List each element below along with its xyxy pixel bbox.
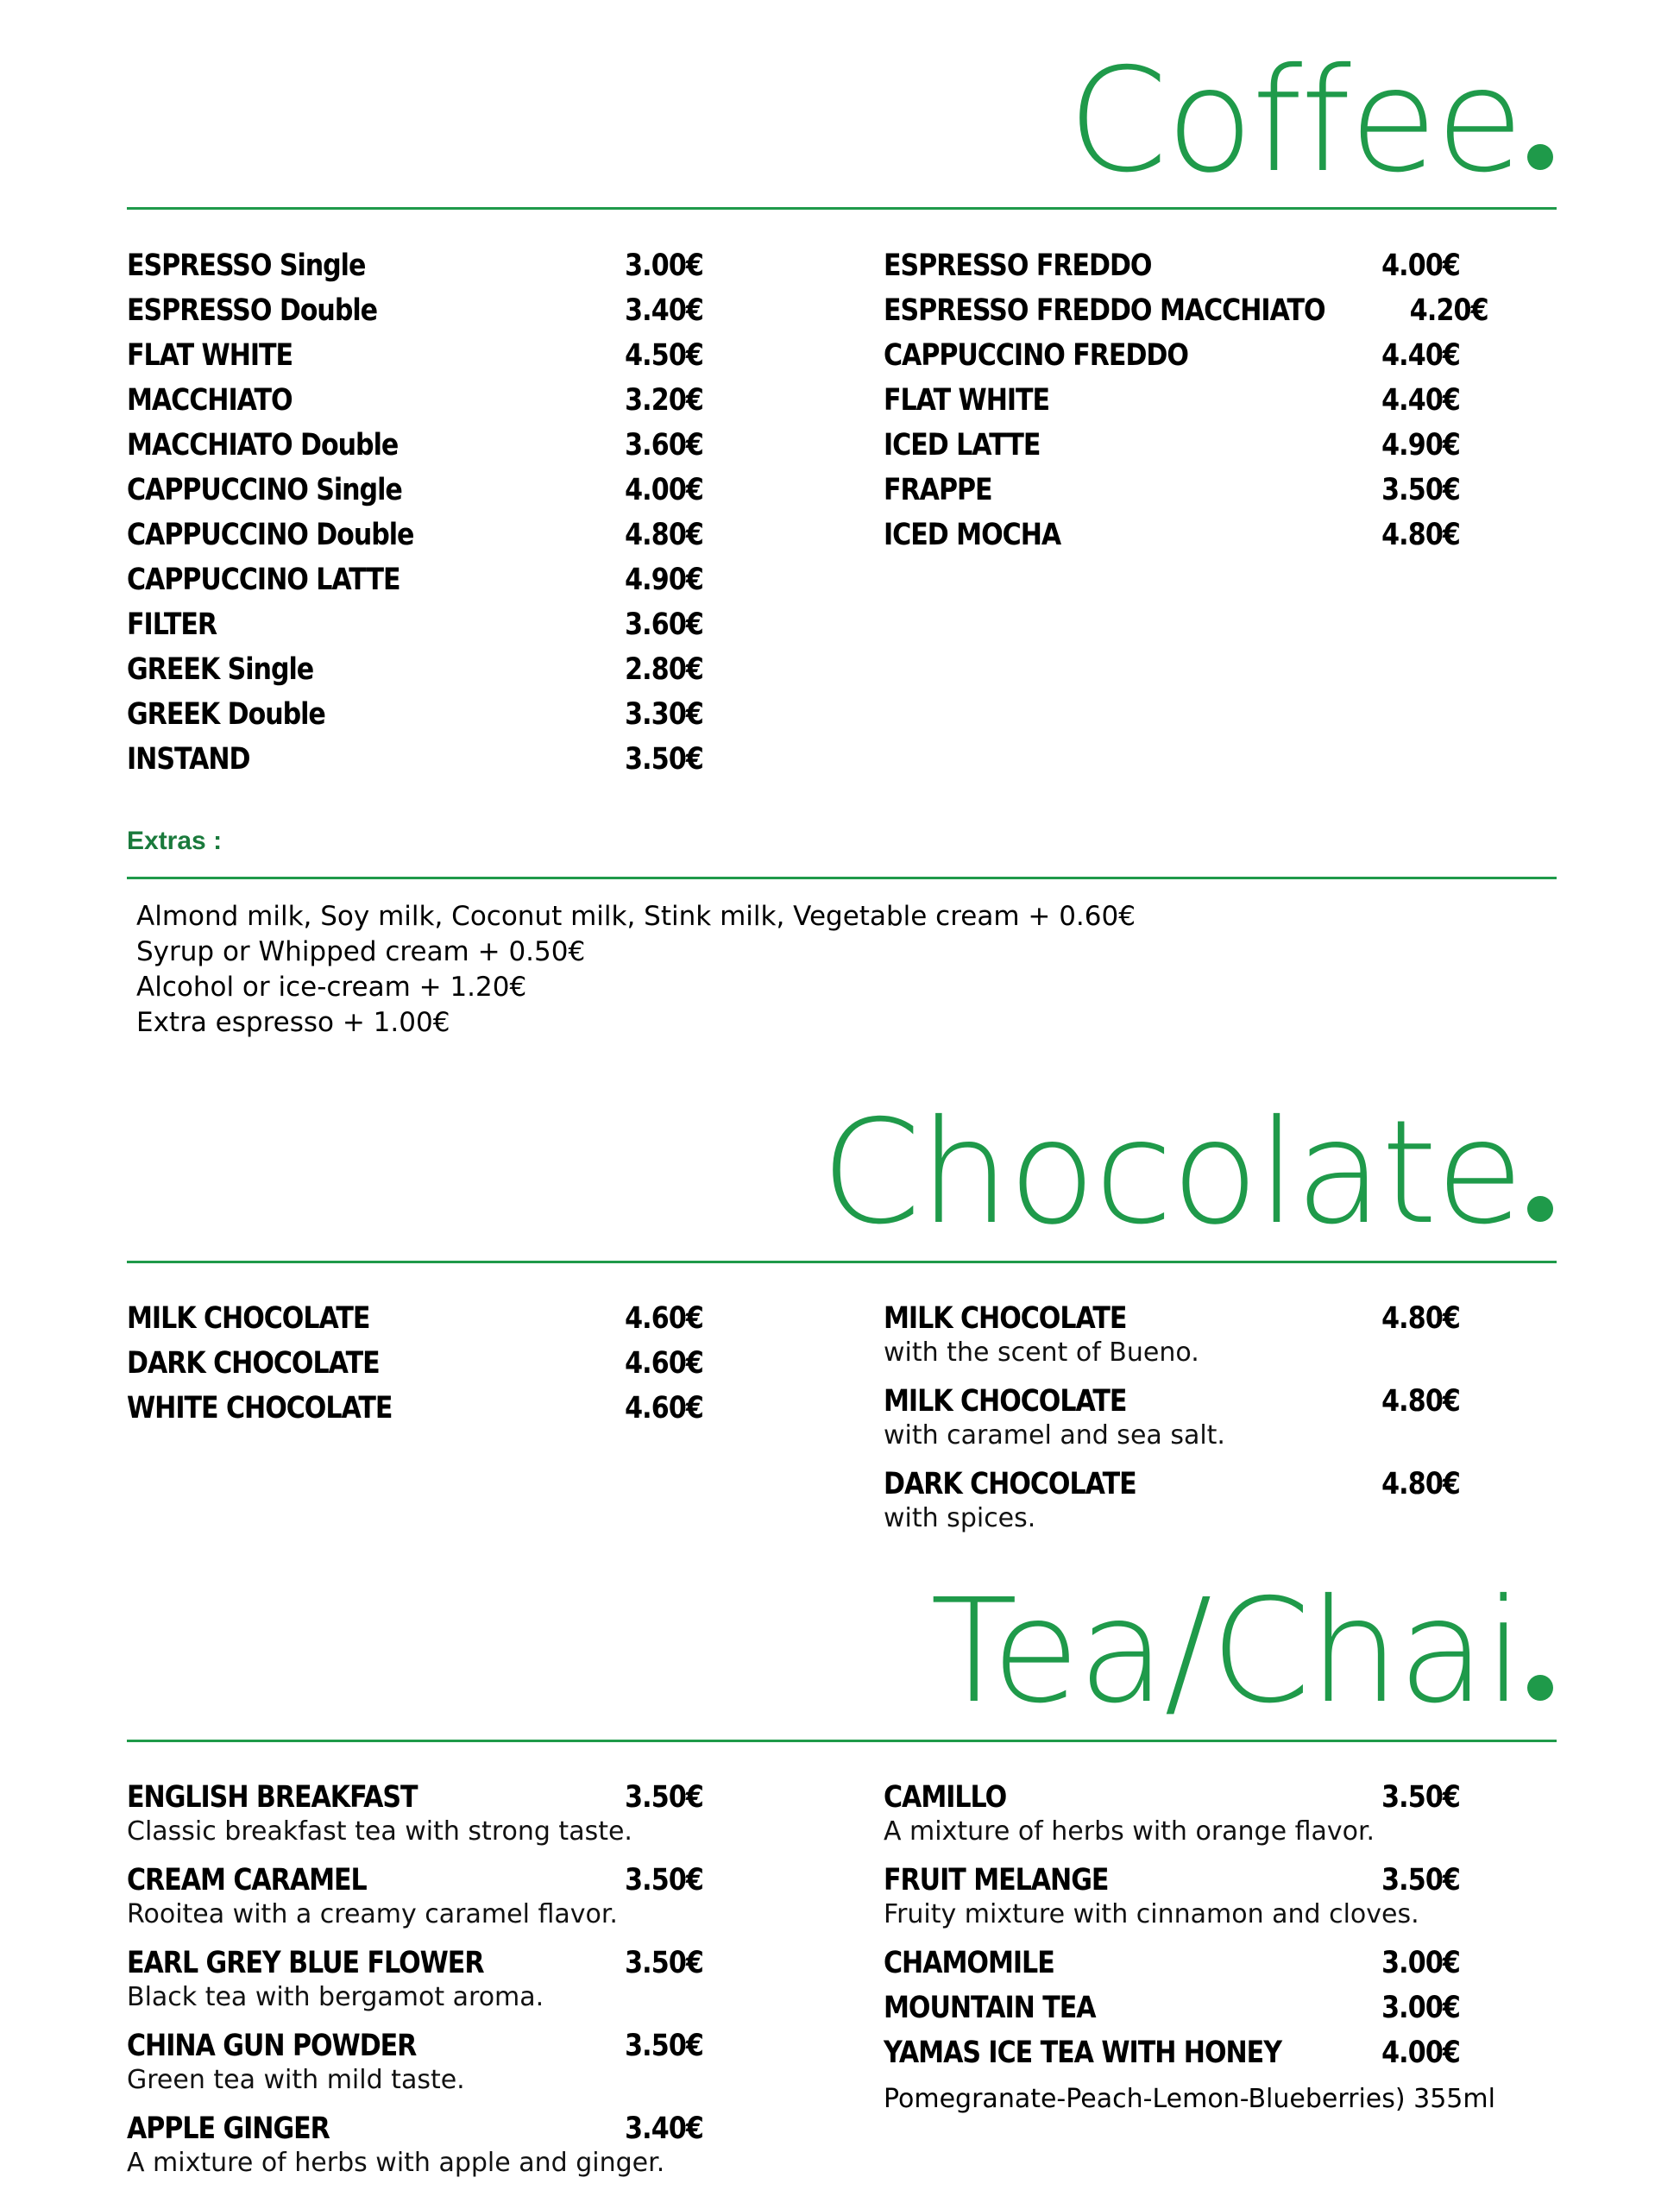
item-price: 4.90€: [625, 563, 703, 597]
menu-item: [127, 692, 739, 737]
item-name: CAMILLO: [884, 1780, 1007, 1815]
item-name: CHINA GUN POWDER: [127, 2029, 417, 2063]
item-name: MILK CHOCOLATE: [884, 1384, 1127, 1419]
menu-item: [127, 468, 739, 513]
menu-item: [884, 423, 1496, 468]
menu-item: [884, 1296, 1496, 1370]
menu-item: [884, 513, 1496, 557]
menu-item: [127, 513, 739, 557]
item-name: CAPPUCCINO Single: [127, 473, 402, 507]
item-name: EARL GREY BLUE FLOWER: [127, 1946, 484, 1980]
item-price: 3.30€: [625, 697, 703, 732]
item-description: Classic breakfast tea with strong taste.: [127, 1816, 632, 1847]
item-price: 3.00€: [625, 249, 703, 283]
item-price: 4.00€: [1381, 2036, 1460, 2070]
item-price: 4.00€: [625, 473, 703, 507]
tea-list-left: [127, 1775, 739, 2189]
chocolate-title: [821, 1090, 1553, 1256]
item-name: GREEK Single: [127, 652, 314, 687]
item-name: MACCHIATO Double: [127, 428, 399, 463]
coffee-title-text: Coffee: [1067, 38, 1522, 205]
menu-item: [884, 333, 1496, 378]
tea-title-text: Tea/Chai: [930, 1569, 1522, 1735]
coffee-list-right: [884, 243, 1496, 557]
menu-item: [127, 1296, 739, 1341]
item-price: 4.40€: [1381, 338, 1460, 373]
item-price: 4.80€: [1381, 518, 1460, 552]
item-name: CHAMOMILE: [884, 1946, 1054, 1980]
title-dot-icon: [1527, 1675, 1553, 1701]
menu-item: [127, 423, 739, 468]
menu-item: [127, 1386, 739, 1431]
item-price: 3.50€: [625, 742, 703, 777]
menu-item: [884, 1941, 1496, 1986]
item-price: 4.20€: [1409, 293, 1488, 328]
item-price: 4.50€: [625, 338, 703, 373]
extras-label: Extras :: [127, 827, 223, 855]
menu-item: [127, 1341, 739, 1386]
item-price: 4.90€: [1381, 428, 1460, 463]
extras-line: Extra espresso + 1.00€: [136, 1007, 450, 1038]
item-name: MACCHIATO: [127, 383, 293, 418]
item-price: 4.80€: [625, 518, 703, 552]
item-name: FLAT WHITE: [884, 383, 1050, 418]
item-description: A mixture of herbs with orange flavor.: [884, 1816, 1375, 1847]
item-name: ESPRESSO FREDDO MACCHIATO: [884, 293, 1325, 328]
item-price: 4.80€: [1381, 1301, 1460, 1336]
menu-item: [884, 2030, 1496, 2075]
menu-item: [127, 737, 739, 782]
chocolate-divider: [127, 1261, 1557, 1263]
item-name: FLAT WHITE: [127, 338, 293, 373]
coffee-list-left: [127, 243, 739, 782]
extras-line: Alcohol or ice-cream + 1.20€: [136, 972, 527, 1003]
menu-item: [127, 288, 739, 333]
chocolate-list-right: [884, 1296, 1496, 1545]
item-price: 3.50€: [625, 1863, 703, 1897]
item-price: 2.80€: [625, 652, 703, 687]
coffee-title: [1067, 38, 1553, 205]
item-price: 4.80€: [1381, 1467, 1460, 1501]
item-name: DARK CHOCOLATE: [884, 1467, 1136, 1501]
menu-item: [884, 1379, 1496, 1453]
item-price: 3.20€: [625, 383, 703, 418]
item-price: 3.00€: [1381, 1946, 1460, 1980]
item-name: DARK CHOCOLATE: [127, 1346, 380, 1381]
item-name: YAMAS ICE TEA WITH HONEY: [884, 2036, 1281, 2070]
item-name: WHITE CHOCOLATE: [127, 1391, 393, 1425]
title-dot-icon: [1527, 144, 1553, 170]
item-price: 3.50€: [625, 2029, 703, 2063]
item-description: Green tea with mild taste.: [127, 2065, 465, 2095]
menu-item: [127, 1775, 739, 1849]
menu-item: [127, 1941, 739, 2015]
item-name: ENGLISH BREAKFAST: [127, 1780, 418, 1815]
item-price: 3.50€: [1381, 1780, 1460, 1815]
item-name: ESPRESSO Single: [127, 249, 366, 283]
menu-item: [127, 557, 739, 602]
item-price: 4.60€: [625, 1301, 703, 1336]
item-name: CAPPUCCINO FREDDO: [884, 338, 1188, 373]
item-price: 4.60€: [625, 1391, 703, 1425]
menu-item: [127, 2023, 739, 2098]
item-description: Black tea with bergamot aroma.: [127, 1982, 544, 2012]
item-price: 4.80€: [1381, 1384, 1460, 1419]
chocolate-title-text: Chocolate: [821, 1090, 1522, 1256]
item-name: ICED MOCHA: [884, 518, 1061, 552]
title-dot-icon: [1527, 1196, 1553, 1222]
item-name: ESPRESSO FREDDO: [884, 249, 1152, 283]
menu-item: [127, 243, 739, 288]
item-price: 3.00€: [1381, 1991, 1460, 2025]
item-name: FRAPPE: [884, 473, 992, 507]
tea-footnote: Pomegranate-Peach-Lemon-Blueberries) 355ml: [884, 2084, 1495, 2114]
item-description: with the scent of Bueno.: [884, 1337, 1199, 1368]
item-name: FILTER: [127, 607, 217, 642]
item-name: MOUNTAIN TEA: [884, 1991, 1096, 2025]
item-description: Fruity mixture with cinnamon and cloves.: [884, 1899, 1419, 1929]
item-price: 3.40€: [625, 293, 703, 328]
tea-divider: [127, 1740, 1557, 1742]
chocolate-list-left: [127, 1296, 739, 1431]
item-price: 3.60€: [625, 428, 703, 463]
extras-divider: [127, 877, 1557, 879]
extras-line: Syrup or Whipped cream + 0.50€: [136, 936, 586, 967]
menu-item: [884, 288, 1496, 333]
menu-item: [884, 243, 1496, 288]
menu-item: [884, 468, 1496, 513]
item-name: CAPPUCCINO LATTE: [127, 563, 400, 597]
tea-list-right: [884, 1775, 1496, 2117]
item-name: FRUIT MELANGE: [884, 1863, 1109, 1897]
item-description: A mixture of herbs with apple and ginger.: [127, 2148, 665, 2178]
menu-item: [884, 1858, 1496, 1932]
item-name: ICED LATTE: [884, 428, 1041, 463]
menu-item: [127, 602, 739, 647]
item-description: with caramel and sea salt.: [884, 1420, 1225, 1451]
item-description: with spices.: [884, 1503, 1036, 1533]
menu-item: [127, 378, 739, 423]
item-price: 3.50€: [625, 1946, 703, 1980]
menu-item: [127, 2106, 739, 2181]
item-name: CAPPUCCINO Double: [127, 518, 414, 552]
item-price: 3.40€: [625, 2111, 703, 2146]
item-name: GREEK Double: [127, 697, 325, 732]
item-name: MILK CHOCOLATE: [127, 1301, 370, 1336]
menu-item: [127, 333, 739, 378]
item-price: 3.60€: [625, 607, 703, 642]
item-price: 3.50€: [625, 1780, 703, 1815]
menu-item: [884, 1986, 1496, 2030]
extras-list: [136, 899, 1136, 1041]
menu-item: [884, 378, 1496, 423]
menu-item: [127, 647, 739, 692]
item-name: APPLE GINGER: [127, 2111, 330, 2146]
item-name: CREAM CARAMEL: [127, 1863, 367, 1897]
item-price: 4.60€: [625, 1346, 703, 1381]
item-name: INSTAND: [127, 742, 250, 777]
item-name: MILK CHOCOLATE: [884, 1301, 1127, 1336]
item-price: 4.00€: [1381, 249, 1460, 283]
item-price: 3.50€: [1381, 1863, 1460, 1897]
tea-title: [930, 1569, 1553, 1735]
coffee-divider: [127, 207, 1557, 210]
menu-item: [127, 1858, 739, 1932]
extras-line: Almond milk, Soy milk, Coconut milk, Stink milk, Vegetable cream + 0.60€: [136, 901, 1136, 932]
menu-item: [884, 1462, 1496, 1536]
item-price: 3.50€: [1381, 473, 1460, 507]
item-name: ESPRESSO Double: [127, 293, 378, 328]
item-description: Rooitea with a creamy caramel flavor.: [127, 1899, 618, 1929]
item-price: 4.40€: [1381, 383, 1460, 418]
menu-item: [884, 1775, 1496, 1849]
